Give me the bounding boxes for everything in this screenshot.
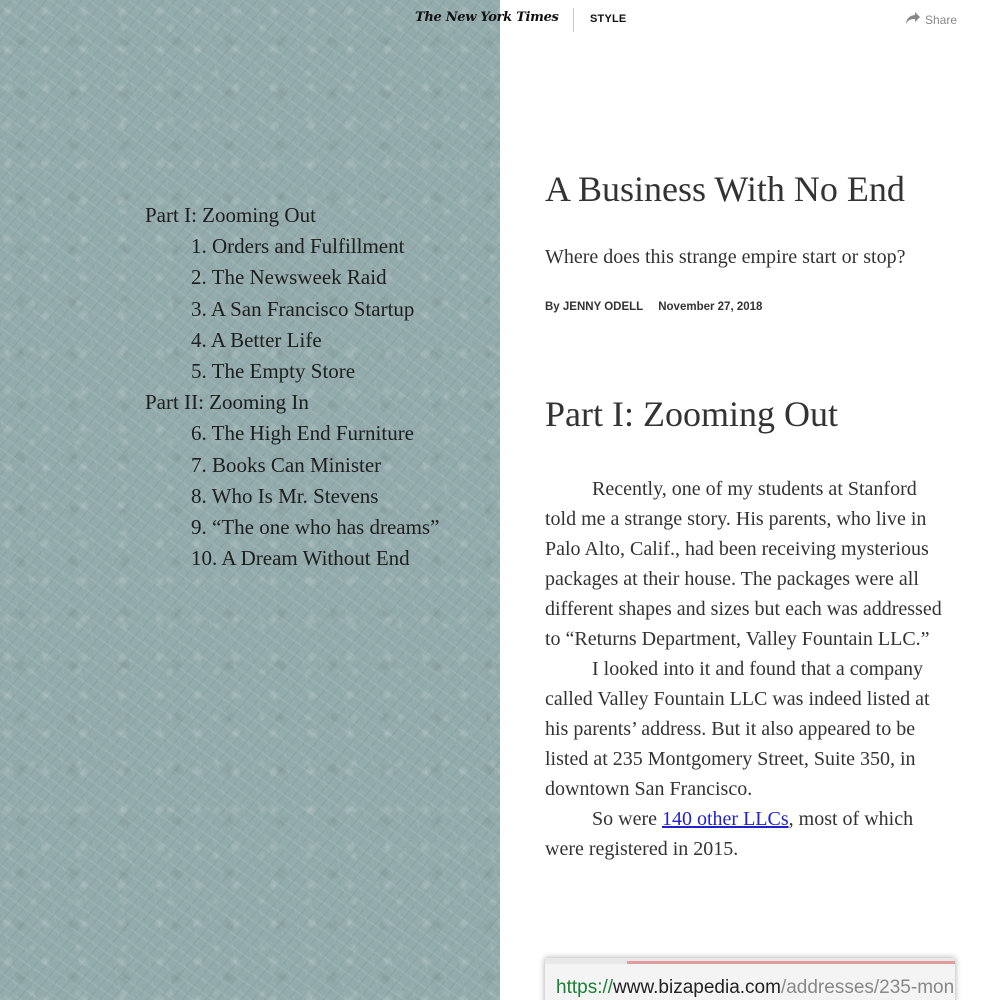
toc-chapter-item[interactable]: 3. A San Francisco Startup bbox=[191, 296, 415, 321]
toc-part-item[interactable]: Part II: Zooming In bbox=[145, 390, 309, 415]
nyt-logo[interactable]: The New York Times bbox=[415, 10, 559, 25]
browser-screenshot-embed bbox=[545, 958, 955, 1000]
toc-chapter-item[interactable]: 9. “The one who has dreams” bbox=[191, 515, 440, 540]
url-host: www.bizapedia.com bbox=[613, 977, 781, 998]
toc-chapter-item[interactable]: 2. The Newsweek Raid bbox=[191, 265, 387, 290]
share-arrow-icon bbox=[905, 11, 921, 28]
toc-chapter-item[interactable]: 6. The High End Furniture bbox=[191, 421, 415, 446]
share-button[interactable] bbox=[905, 11, 957, 28]
toc-chapter-item[interactable]: 10. A Dream Without End bbox=[191, 546, 410, 571]
llc-link[interactable]: 140 other LLCs bbox=[661, 808, 789, 830]
author-name[interactable]: JENNY ODELL bbox=[562, 301, 644, 313]
section-label[interactable]: STYLE bbox=[590, 13, 627, 25]
article-headline: A Business With No End bbox=[545, 169, 905, 209]
toc-chapter-item[interactable]: 4. A Better Life bbox=[191, 327, 322, 352]
toc-chapter-item[interactable]: 7. Books Can Minister bbox=[191, 452, 382, 477]
paragraph-3-start: So were bbox=[592, 808, 662, 830]
toc-part-item[interactable]: Part I: Zooming Out bbox=[145, 203, 316, 227]
share-label: Share bbox=[925, 12, 958, 27]
top-header bbox=[0, 0, 1000, 38]
byline bbox=[545, 301, 762, 313]
publish-date: November 27, 2018 bbox=[658, 301, 763, 313]
toc-chapter-item[interactable]: 8. Who Is Mr. Stevens bbox=[191, 483, 379, 508]
url-path: /addresses/235-mon bbox=[780, 977, 955, 998]
table-of-contents bbox=[145, 200, 439, 574]
browser-tab-bar bbox=[545, 961, 955, 964]
header-divider bbox=[573, 8, 574, 32]
part-heading: Part I: Zooming Out bbox=[545, 394, 838, 434]
paragraph-3 bbox=[545, 804, 945, 864]
paragraph-3-end: , most of which were registered in 2015. bbox=[545, 808, 914, 860]
url-scheme: https:// bbox=[556, 977, 614, 998]
byline-prefix: By bbox=[545, 301, 560, 313]
article-summary: Where does this strange empire start or stop? bbox=[545, 246, 906, 268]
article-body bbox=[545, 474, 945, 864]
paragraph-1: Recently, one of my students at Stanford told me a strange story. His parents, who live in Palo Alto, Calif., had been receiving mysterious packages at their house. The packages were all different shapes and sizes but each was addressed to “Returns Department, Valley Fountain LLC.” bbox=[545, 478, 942, 650]
toc-chapter-item[interactable]: 1. Orders and Fulfillment bbox=[191, 234, 405, 259]
embed-url bbox=[556, 977, 954, 999]
paragraph-2: I looked into it and found that a company called Valley Fountain LLC was indeed listed at his parents’ address. But it also appeared to be listed at 235 Montgomery Street, Suite 350, in downtown San Francisco. bbox=[545, 658, 930, 800]
toc-chapter-item[interactable]: 5. The Empty Store bbox=[191, 359, 356, 384]
